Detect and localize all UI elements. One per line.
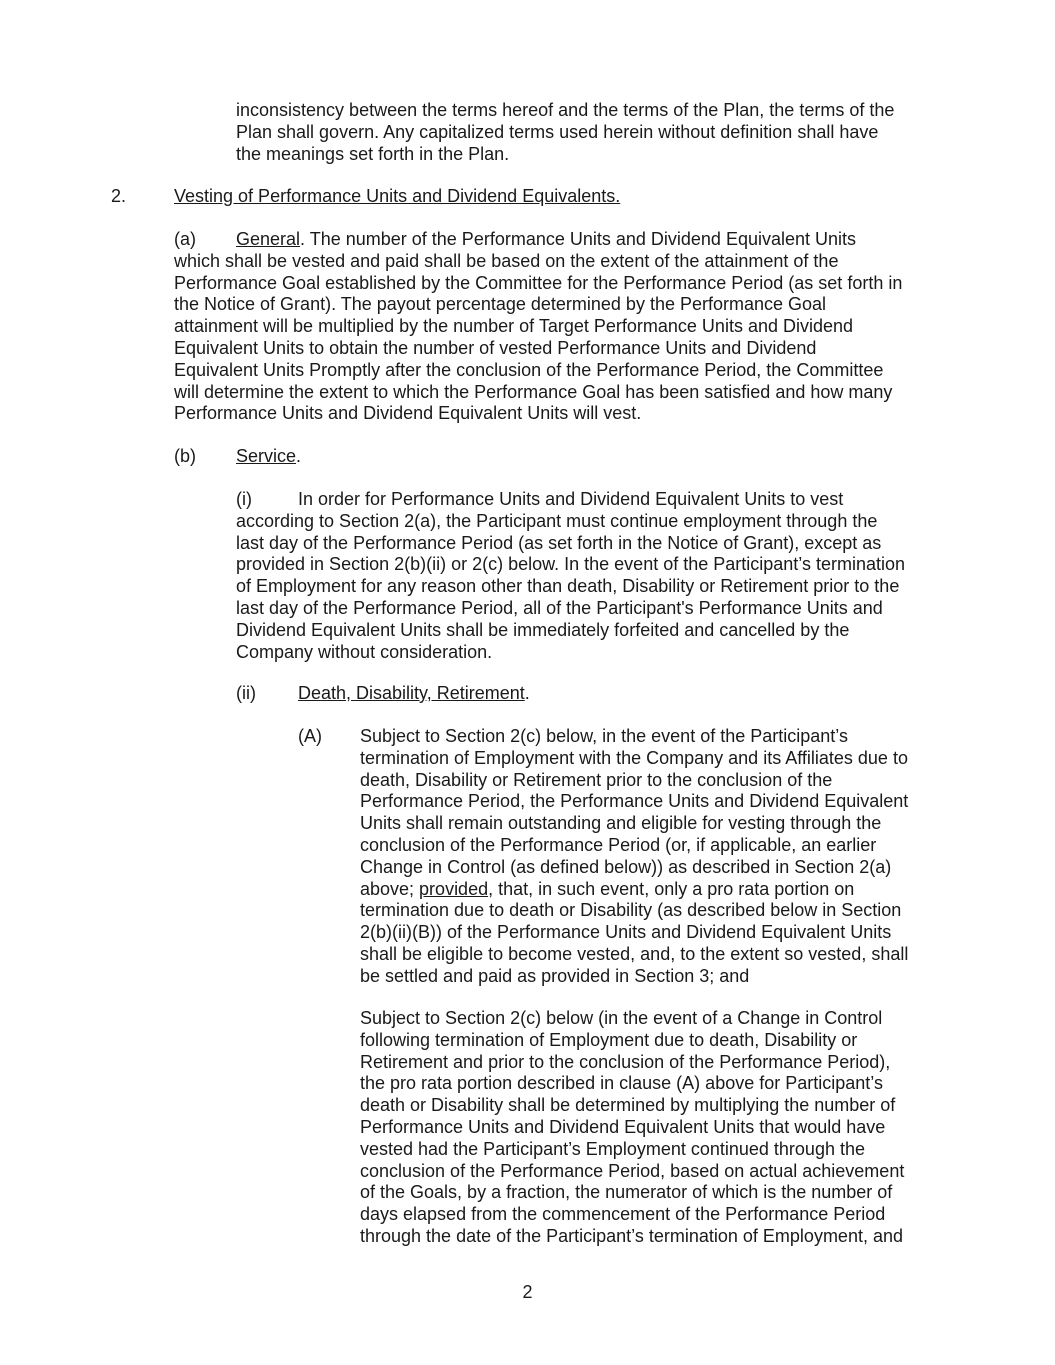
text-run: above;: [360, 878, 420, 899]
text-line: Subject to Section 2(c) below (in the event of a Change in Control: [360, 1008, 883, 1028]
text-line: provided in Section 2(b)(ii) or 2(c) below. In the event of the Participant’s termination: [236, 554, 906, 575]
clause-b-i-first-line: [236, 489, 905, 511]
text-run: In order for Performance Units and Dividend Equivalent Units to vest: [298, 489, 844, 509]
text-line: termination of Employment with the Company and its Affiliates due to: [360, 747, 908, 768]
clause-title: Death, Disability, Retirement: [298, 683, 525, 703]
subsection-title: Service: [236, 446, 297, 466]
text-line: Equivalent Units Promptly after the conclusion of the Performance Period, the Committee: [174, 359, 884, 380]
text-line: Performance Units and Dividend Equivalent Units that would have: [360, 1116, 886, 1137]
subsection-label: (b): [174, 446, 196, 466]
subsection-a: [174, 229, 902, 425]
text-line: be settled and paid as provided in Section 3; and: [360, 965, 750, 986]
subsection-a-first-line: [174, 229, 902, 251]
provided-term: provided: [419, 878, 489, 899]
text-line: Dividend Equivalent Units shall be immediately forfeited and cancelled by the: [236, 619, 850, 640]
text-line: Company without consideration.: [236, 641, 493, 662]
section-heading: Vesting of Performance Units and Dividend Equivalents.: [174, 186, 621, 206]
text-line: which shall be vested and paid shall be based on the extent of the attainment of the: [174, 250, 839, 271]
text-line: the pro rata portion described in clause (A) above for Participant’s: [360, 1073, 883, 1094]
clause-label: (i): [236, 489, 252, 509]
section-number: 2.: [111, 186, 127, 206]
text-line: attainment will be multiplied by the number of Target Performance Units and Dividend: [174, 316, 854, 337]
text-line: vested had the Participant’s Employment continued through the: [360, 1138, 865, 1159]
text-line: inconsistency between the terms hereof and the terms of the Plan, the terms of the: [236, 100, 895, 120]
text-line: Change in Control (as defined below)) as described in Section 2(a): [360, 856, 892, 877]
text-line: death or Disability shall be determined by multiplying the number of: [360, 1095, 896, 1116]
subsection-b-title-wrap: [236, 446, 301, 468]
text-line: according to Section 2(a), the Participant must continue employment through the: [236, 510, 878, 531]
text-line: conclusion of the Performance Period, based on actual achievement: [360, 1160, 905, 1181]
text-line: conclusion of the Performance Period (or, if applicable, an earlier: [360, 834, 877, 855]
intro-paragraph: [236, 100, 894, 165]
text-line: through the date of the Participant’s termination of Employment, and: [360, 1225, 903, 1246]
clause-label: (A): [298, 726, 322, 746]
text-line: days elapsed from the commencement of the Performance Period: [360, 1204, 886, 1225]
text-line: of the Goals, by a fraction, the numerator of which is the number of: [360, 1182, 893, 1203]
text-line: of Employment for any reason other than death, Disability or Retirement prior to the: [236, 576, 900, 597]
text-line: Plan shall govern. Any capitalized terms used herein without definition shall have: [236, 121, 879, 142]
text-line: Units shall remain outstanding and eligible for vesting through the: [360, 813, 882, 834]
clause-b-i: [236, 489, 905, 663]
text-line: 2(b)(ii)(B)) of the Performance Units and Dividend Equivalent Units: [360, 922, 892, 943]
text-line: Equivalent Units to obtain the number of vested Performance Units and Dividend: [174, 337, 817, 358]
provided-line: [360, 879, 908, 901]
text-line: last day of the Performance Period (as set forth in the Notice of Grant), except as: [236, 532, 882, 553]
text-line: Performance Period, the Performance Units and Dividend Equivalent: [360, 791, 909, 812]
text-line: death, Disability or Retirement prior to the conclusion of the: [360, 769, 833, 790]
text-line: the Notice of Grant). The payout percentage determined by the Performance Goal: [174, 294, 827, 315]
text-line: Performance Goal established by the Committee for the Performance Period (as set forth in: [174, 272, 903, 293]
text-line: last day of the Performance Period, all of the Participant's Performance Units and: [236, 597, 883, 618]
clause-label: (ii): [236, 683, 256, 703]
text-run: . The number of the Performance Units and Dividend Equivalent Units: [300, 229, 857, 249]
text-line: the meanings set forth in the Plan.: [236, 143, 510, 164]
clause-B: [360, 1008, 904, 1248]
text-line: Subject to Section 2(c) below, in the event of the Participant’s: [360, 726, 848, 746]
subsection-label: (a): [174, 229, 196, 249]
text-run: .: [524, 683, 530, 703]
text-run: , that, in such event, only a pro rata portion on: [488, 878, 855, 899]
text-line: Performance Units and Dividend Equivalent Units will vest.: [174, 403, 642, 424]
clause-A: [360, 726, 908, 988]
text-line: termination due to death or Disability (as described below in Section: [360, 900, 902, 921]
clause-b-ii-title-wrap: [298, 683, 530, 705]
text-line: will determine the extent to which the Performance Goal has been satisfied and how many: [174, 381, 893, 402]
text-line: following termination of Employment due to death, Disability or: [360, 1029, 858, 1050]
text-line: shall be eligible to become vested, and, to the extent so vested, shall: [360, 943, 909, 964]
text-line: Retirement and prior to the conclusion of the Performance Period),: [360, 1051, 891, 1072]
subsection-title: General: [236, 229, 301, 249]
page-number: 2: [522, 1282, 533, 1302]
text-run: .: [296, 446, 302, 466]
